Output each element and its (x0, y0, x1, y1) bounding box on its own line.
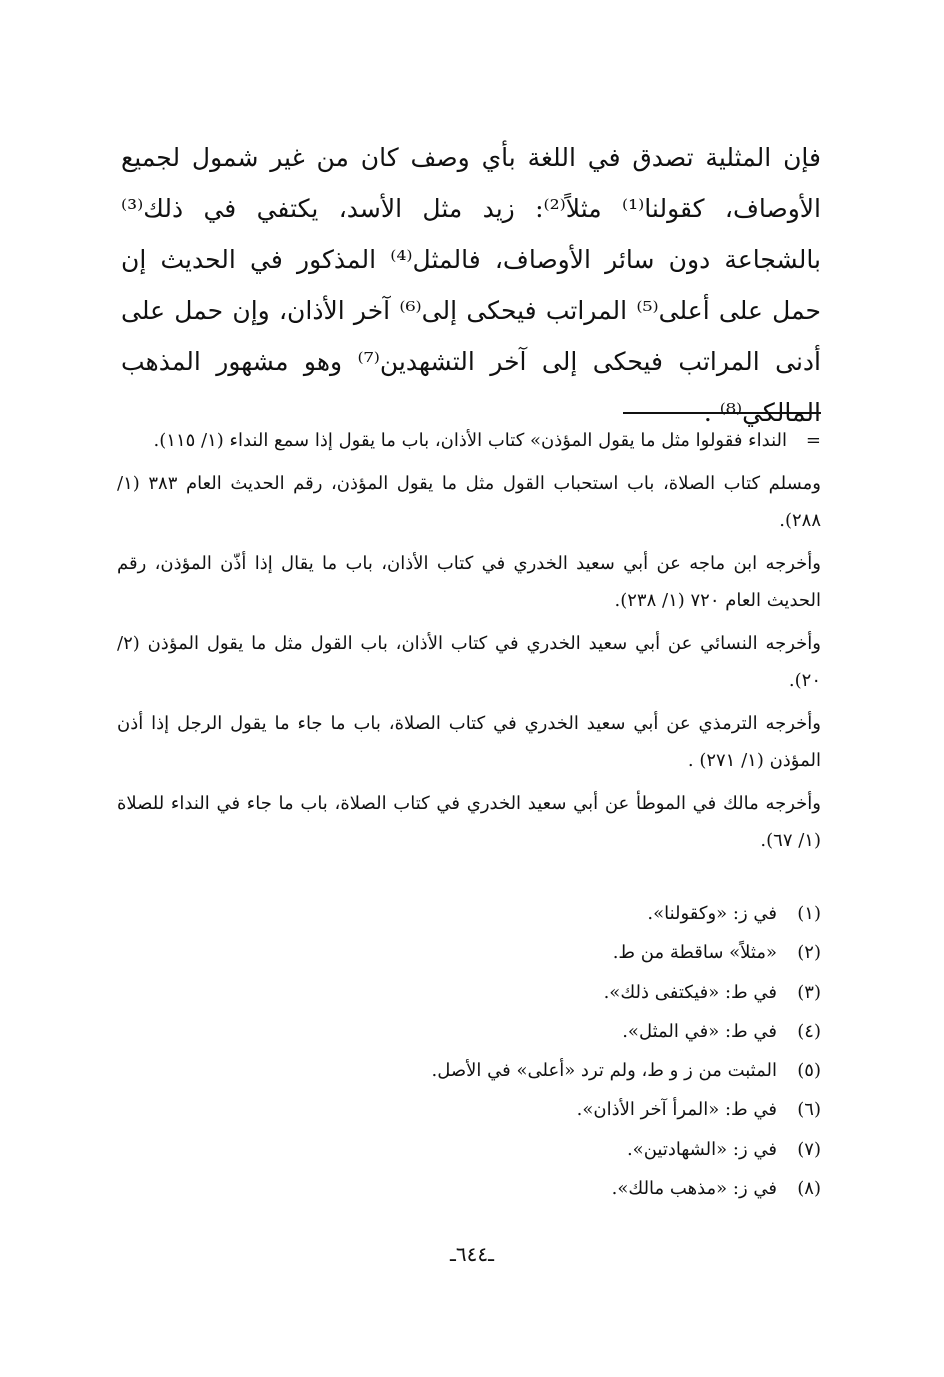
continuation-marker: = (805, 430, 821, 451)
footnote-item (117, 1051, 821, 1090)
footnote-continuation (117, 422, 821, 865)
footnote-number: (١) (797, 903, 821, 924)
footnote-text: في ط: «المرأ آخر الأذان». (576, 1099, 777, 1121)
footnote-text: المثبت من ز و ط، ولم ترد «أعلى» في الأصل. (431, 1060, 777, 1082)
footnote-number: (٥) (797, 1060, 821, 1082)
footnote-text: في ز: «الشهادتين». (626, 1138, 777, 1160)
main-text (121, 132, 821, 438)
footnote-number: (٣) (797, 981, 821, 1003)
footnote-item (117, 894, 821, 933)
footnote-item (117, 1012, 821, 1051)
footnote-item (117, 1169, 821, 1208)
footnote-number: (٤) (797, 1020, 821, 1042)
footnote-item (117, 933, 821, 972)
footnote-paragraph: وأخرجه ابن ماجه عن أبي سعيد الخدري في كتاب الأذان، باب ما يقال إذا أذّن المؤذن، رقم الحديث العام ٧٢٠ (١/ ٢٣٨). (117, 553, 821, 611)
continued-footnote-text: النداء فقولوا مثل ما يقول المؤذن» كتاب الأذان، باب ما يقول إذا سمع النداء (١/ ١١٥). (153, 430, 787, 451)
footnote-text: «مثلاً» ساقطة من ط. (612, 942, 777, 964)
footnote-divider (623, 412, 821, 414)
footnote-paragraph: وأخرجه النسائي عن أبي سعيد الخدري في كتاب الأذان، باب القول مثل ما يقول المؤذن (٢/ ٢٠). (117, 633, 821, 691)
footnote-text: في ز: «وكقولنا». (647, 903, 777, 924)
footnote-number: (٦) (797, 1099, 821, 1121)
footnote-item (117, 973, 821, 1012)
numbered-footnotes (117, 894, 821, 1208)
footnote-item (117, 1090, 821, 1129)
footnote-paragraph: وأخرجه الترمذي عن أبي سعيد الخدري في كتاب الصلاة، باب ما جاء ما يقول الرجل إذا أذن المؤذن (١/ ٢٧١) . (117, 713, 821, 771)
page-number: ـ٦٤٤ـ (450, 1242, 494, 1266)
footnote-paragraph: وأخرجه مالك في الموطأ عن أبي سعيد الخدري في كتاب الصلاة، باب ما جاء في النداء للصلاة (١/ ٦٧). (117, 793, 821, 851)
continued-footnote-paragraph (117, 422, 821, 459)
footnote-number: (٧) (797, 1138, 821, 1160)
footnote-number: (٢) (797, 942, 821, 964)
footnote-text: في ط: «فيكتفى ذلك». (603, 981, 777, 1003)
footnote-paragraph: ومسلم كتاب الصلاة، باب استحباب القول مثل ما يقول المؤذن، رقم الحديث العام ٣٨٣ (١/ ٢٨٨). (117, 473, 821, 531)
footnote-number: (٨) (797, 1178, 821, 1200)
footnote-text: في ط: «في المثل». (622, 1020, 777, 1042)
footnote-item (117, 1130, 821, 1169)
main-paragraph: فإن المثلية تصدق في اللغة بأي وصف كان من غير شمول لجميع الأوصاف، كقولنا⁽¹⁾ مثلاً⁽²⁾: زيد مثل الأسد، يكتفي في ذلك⁽³⁾ بالشجاعة دون سائر الأوصاف، فالمثل⁽⁴⁾ المذكور في الحديث إن حمل على أعلى⁽⁵⁾ المراتب فيحكى إلى⁽⁶⁾ آخر الأذان، وإن حمل على أدنى المراتب فيحكى إلى آخر التشهدين⁽⁷⁾ وهو مشهور المذهب المالكي⁽⁸⁾ . (121, 143, 822, 427)
footnote-text: في ز: «مذهب مالك». (611, 1178, 777, 1200)
